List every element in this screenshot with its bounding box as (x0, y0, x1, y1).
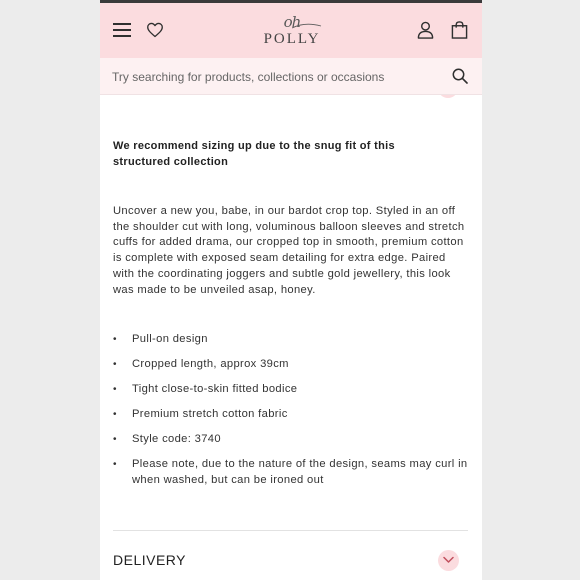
mobile-page (100, 0, 482, 580)
delivery-heading[interactable]: DELIVERY (113, 552, 186, 568)
oh-polly-logo[interactable] (258, 13, 326, 49)
search-bar (100, 58, 482, 95)
logo-wordmark: POLLY (263, 31, 321, 47)
site-header (100, 3, 482, 58)
sizing-recommendation: We recommend sizing up due to the snug fit of this structured collection (113, 140, 395, 168)
menu-icon[interactable] (113, 23, 131, 37)
list-item: • Please note, due to the nature of the design, seams may curl in when washed, but can be ironed out (113, 457, 469, 488)
search-input[interactable] (112, 67, 432, 87)
user-icon[interactable] (417, 21, 434, 39)
section-divider (113, 530, 468, 531)
list-item: • Premium stretch cotton fabric (113, 407, 469, 423)
chevron-down-icon[interactable] (438, 550, 459, 571)
list-item: • Style code: 3740 (113, 432, 469, 448)
product-features-list (113, 332, 469, 498)
bag-icon[interactable] (451, 21, 468, 39)
search-icon[interactable] (452, 68, 468, 84)
right-margin (482, 0, 580, 580)
product-description: Uncover a new you, babe, in our bardot crop top. Styled in an off the shoulder cut with long, voluminous balloon sleeves and stretch cuffs for added drama, our cropped top in smooth, premium cotton is complete with exposed seam detailing for extra edge. Paired with the coordinating joggers and subtle gold jewellery, this look was made to be unveiled asap, honey. (113, 205, 465, 296)
heart-icon[interactable] (146, 22, 164, 38)
logo-script: oh (283, 13, 301, 31)
list-item: • Cropped length, approx 39cm (113, 357, 469, 373)
list-item: • Tight close-to-skin fitted bodice (113, 382, 469, 398)
list-item: • Pull-on design (113, 332, 469, 348)
logo-swash (292, 22, 322, 30)
left-margin (0, 0, 100, 580)
